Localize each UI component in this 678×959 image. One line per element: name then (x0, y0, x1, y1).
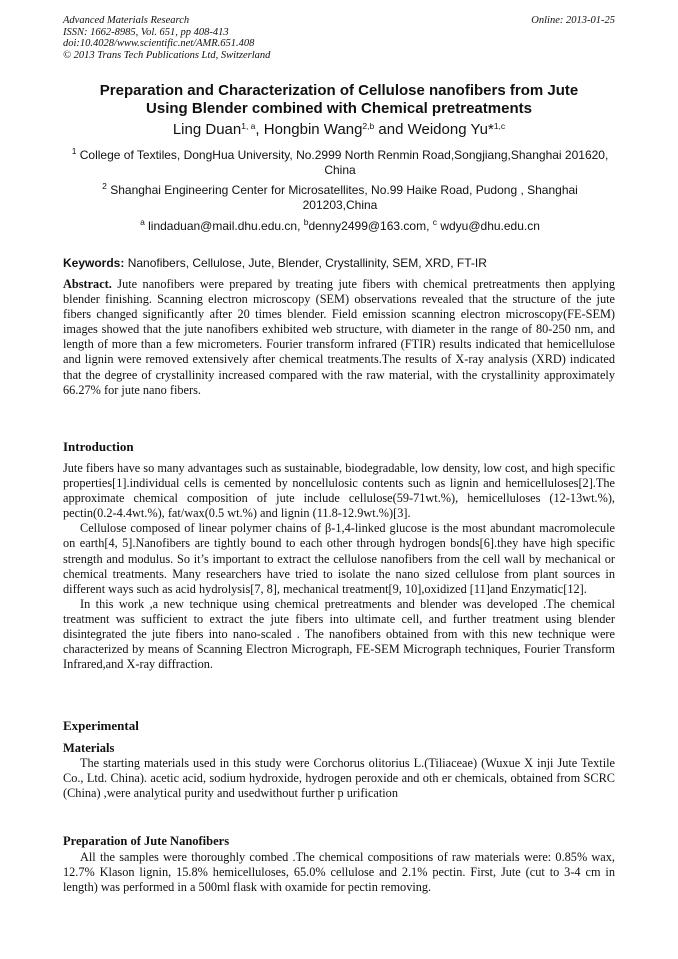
issn-line: ISSN: 1662-8985, Vol. 651, pp 408-413 (63, 26, 229, 38)
affiliation-1-sup: 1 (71, 146, 77, 156)
author-2: Hongbin Wang (263, 121, 363, 138)
intro-paragraph-2: Cellulose composed of linear polymer chains of β-1,4-linked glucose is the most abundant macromolecule on earth[4, 5].Nanofibers are tightly bound to each other through hydrogen bonds[6].they have high specific strength and modulus. So it’s important to extract the cellulose nanofibers from the cell wall by mechanical or chemical treatments. Many researchers have tried to isolate the nano sized cellulose from plant sources in different ways such as acid hydrolysis[7, 8], mechanical treatment[9, 10],oxidized [11]and Enzymatic[12]. (63, 521, 615, 596)
author-2-sup: 2,b (362, 121, 375, 131)
online-date: Online: 2013-01-25 (531, 15, 615, 26)
keywords-label: Keywords: (63, 256, 125, 270)
materials-paragraph: The starting materials used in this study were Corchorus olitorius L.(Tiliaceae) (Wuxue X inji Jute Textile Co., Ltd. China). acetic acid, sodium hydroxide, hydrogen peroxide and oth er chemicals, obtained from SCRC (China) ,were analytical purity and usedwithout further p urification (63, 756, 615, 801)
author-emails (70, 219, 610, 234)
copyright-line: © 2013 Trans Tech Publications Ltd, Switzerland (63, 49, 271, 61)
affiliation-1-text: College of Textiles, DongHua University, No.2999 North Renmin Road,Songjiang,Shanghai 201620, China (76, 148, 609, 177)
preparation-paragraph: All the samples were thoroughly combed .The chemical compositions of raw materials were: 0.85% wax, 12.7% Klason lignin, 15.8% hemicelluloses, 65.0% cellulose and 2.1% pectin. First, Jute (cut to 3-4 cm in length) was performed in a 500ml flask with oxamide for pectin removing. (63, 850, 615, 895)
journal-metadata (63, 15, 615, 61)
materials-heading: Materials (63, 741, 115, 755)
abstract-label: Abstract. (63, 277, 112, 291)
email-b: denny2499@163.com, (308, 219, 433, 233)
affiliation-2-sup: 2 (102, 181, 107, 191)
abstract-text: Jute nanofibers were prepared by treating jute fibers with chemical pretreatments then applying blender finishing. Scanning electron microscopy (SEM) observations revealed that the structure of the jute fibers changed significantly after 20 times blender. Field emission scanning electron microscopy(FE-SEM) images showed that the jute nanofibers exhibited web structure, with diameter in the range of 80-250 nm, and length of more than a few micrometers. Fourier transform infrared (FTIR) results indicated that hemicellulose and lignin were removed extensively after chemical treatments.The results of X-ray analysis (XRD) indicated that the degree of crystallinity increased compared with the raw material, with the crystallinity approximately 66.27% for jute nano fibers. (63, 277, 615, 397)
introduction-section (63, 461, 615, 672)
intro-paragraph-3: In this work ,a new technique using chemical pretreatments and blender was developed .The chemical treatment was sufficient to extract the jute fibers into ultimate cell, and further treatment using blender disintegrated the jute fibers into nano-scaled . The nanofibers obtained from with this new technique were characterized by means of Scanning Electron Micrograph, FE-SEM Micrograph techniques, Fourier Transform Infrared,and X-ray diffraction. (63, 596, 615, 672)
doi-line: doi:10.4028/www.scientific.net/AMR.651.408 (63, 38, 255, 49)
introduction-heading: Introduction (63, 439, 134, 454)
experimental-heading: Experimental (63, 718, 139, 733)
email-c: wdyu@dhu.edu.cn (437, 219, 540, 233)
keywords-line (63, 256, 615, 271)
journal-name: Advanced Materials Research (63, 15, 190, 26)
intro-paragraph-1: Jute fibers have so many advantages such as sustainable, biodegradable, low density, low cost, and high specific properties[1].individual cells is cemented by noncellulosic contents such as lignin and hemicelluloses[2].The approximate chemical composition of jute include cellulose(59-71wt.%), hemicelluloses (12-13wt.%), pectin(0.2-4.4wt.%), fat/wax(0.5 wt.%) and lignin (11.8-12.9wt.%)[3]. (63, 461, 615, 521)
author-3: Weidong Yu* (407, 121, 494, 138)
author-sep-1: , (255, 121, 264, 138)
preparation-heading: Preparation of Jute Nanofibers (63, 834, 230, 848)
email-b-sup: b (303, 217, 309, 227)
email-a-sup: a (140, 217, 145, 227)
affiliation-2 (70, 183, 610, 213)
materials-section (63, 756, 615, 801)
author-1-sup: 1, a (241, 121, 256, 131)
author-1: Ling Duan (172, 121, 242, 138)
title-line-1: Preparation and Characterization of Cellulose nanofibers from Jute (99, 82, 579, 99)
preparation-section (63, 850, 615, 895)
email-a: lindaduan@mail.dhu.edu.cn, (144, 219, 304, 233)
paper-title (63, 82, 615, 118)
title-line-2: Using Blender combined with Chemical pretreatments (146, 100, 532, 117)
affiliation-2-text: Shanghai Engineering Center for Microsatellites, No.99 Haike Road, Pudong , Shanghai 201203,China (106, 183, 578, 212)
keywords-text: Nanofibers, Cellulose, Jute, Blender, Crystallinity, SEM, XRD, FT-IR (124, 256, 487, 270)
author-3-sup: 1,c (493, 121, 506, 131)
author-list (63, 121, 615, 139)
affiliation-1 (70, 148, 610, 178)
author-sep-2: and (374, 121, 408, 138)
abstract-section (63, 277, 615, 398)
email-c-sup: c (432, 217, 437, 227)
